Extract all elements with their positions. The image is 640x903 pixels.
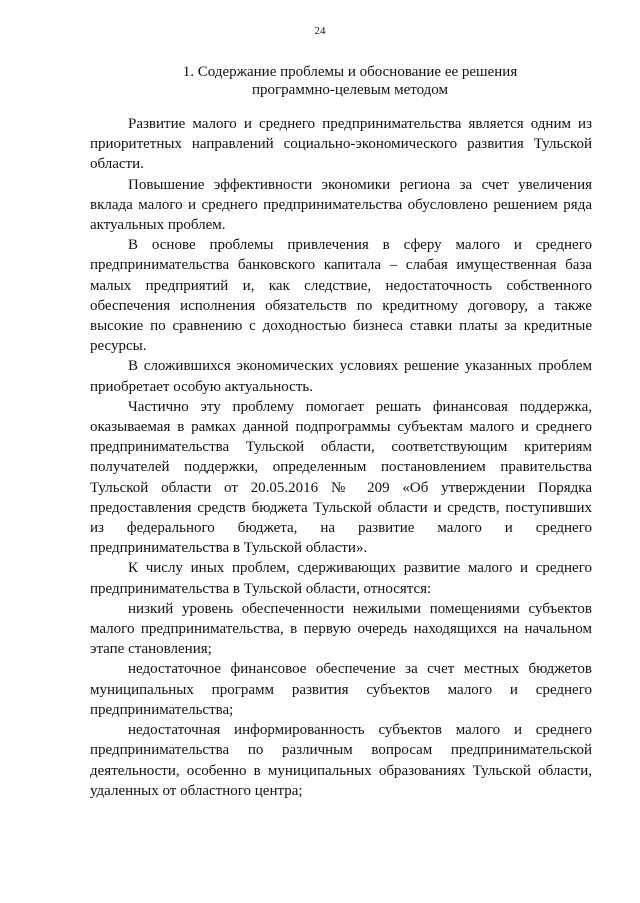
- paragraph-financial-support: Частично эту проблему помогает решать финансовая поддержка, оказываемая в рамках данной подпрограммы субъектам малого и среднего предпринимательства Тульской области, соответствующим критериям получателей поддержки, определенным постановлением правительства Тульской области от 20.05.2016 № 209 «Об утверждении Порядка предоставления средств бюджета Тульской области и средств, поступивших из федерального бюджета, на развитие малого и среднего предпринимательства в Тульской области».: [90, 398, 592, 557]
- paragraph-development: Развитие малого и среднего предпринимательства является одним из приоритетных направлений социально-экономического развития Тульской области.: [90, 116, 592, 173]
- paragraph-relevance: В сложившихся экономических условиях решение указанных проблем приобретает особую актуальность.: [90, 358, 592, 395]
- body-text: [90, 114, 592, 801]
- section-heading: [90, 63, 610, 99]
- paragraph-other-problems: К числу иных проблем, сдерживающих развитие малого и среднего предпринимательства в Тульской области, относятся:: [90, 560, 592, 597]
- list-item-awareness: недостаточная информированность субъектов малого и среднего предпринимательства по различным вопросам предпринимательской деятельности, особенно в муниципальных образованиях Тульской области, удаленных от областного центра;: [90, 722, 592, 799]
- list-item-local-budgets: недостаточное финансовое обеспечение за счет местных бюджетов муниципальных программ развития субъектов малого и среднего предпринимательства;: [90, 661, 592, 718]
- paragraph-bank-capital: В основе проблемы привлечения в сферу малого и среднего предпринимательства банковского капитала – слабая имущественная база малых предприятий и, как следствие, недостаточность собственного обеспечения исполнения обязательств по кредитному договору, а также высокие по сравнению с доходностью бизнеса ставки платы за кредитные ресурсы.: [90, 237, 592, 355]
- section-heading-line-1: 1. Содержание проблемы и обоснование ее решения: [182, 64, 518, 80]
- section-heading-line-2: программно-целевым методом: [252, 82, 448, 98]
- list-item-premises: низкий уровень обеспеченности нежилыми помещениями субъектов малого предпринимательства, в первую очередь находящихся на начальном этапе становления;: [90, 600, 592, 658]
- page-number: 24: [314, 25, 326, 37]
- paragraph-efficiency: Повышение эффективности экономики региона за счет увеличения вклада малого и среднего предпринимательства обусловлено решением ряда актуальных проблем.: [90, 176, 592, 234]
